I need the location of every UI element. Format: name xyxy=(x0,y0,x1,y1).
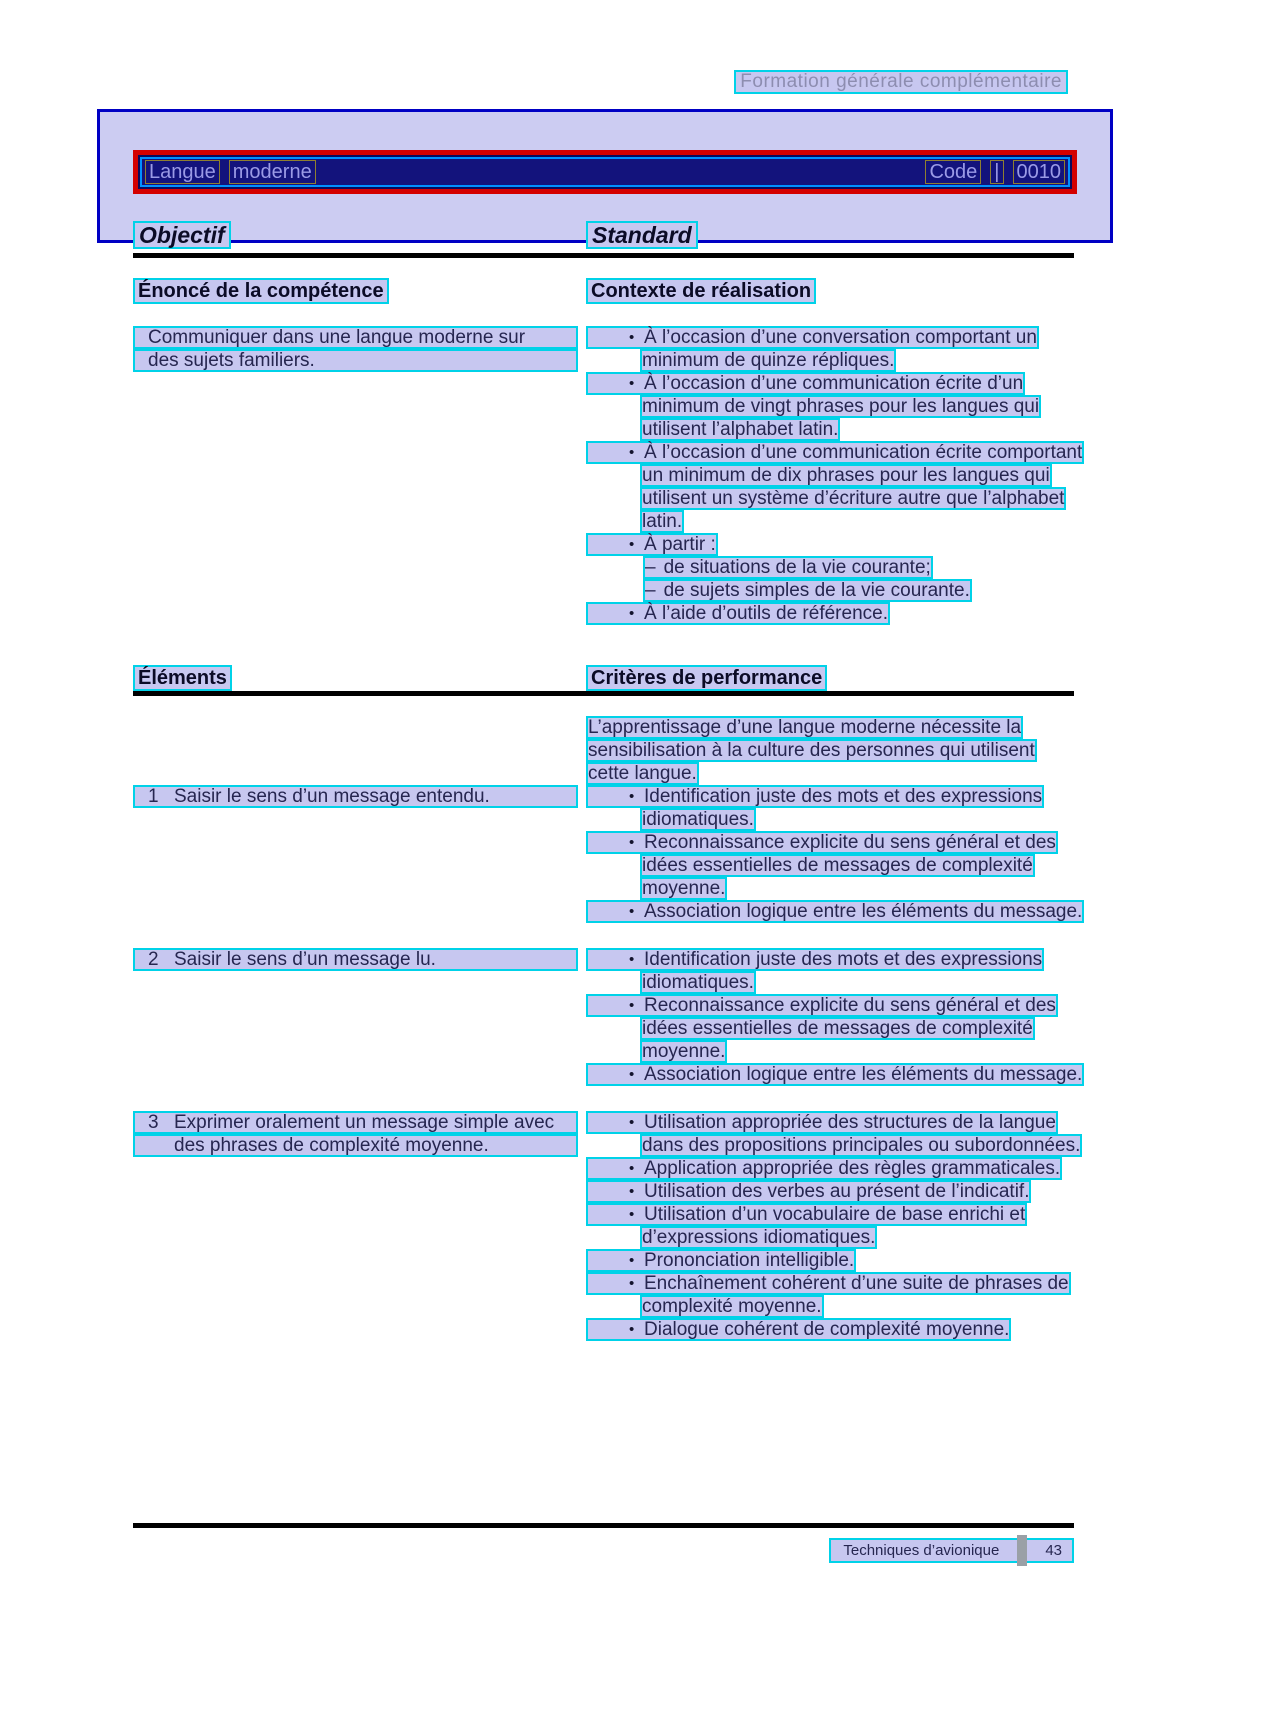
bullet-icon: • xyxy=(629,788,635,805)
line-text: Communiquer dans une langue moderne sur xyxy=(148,327,526,348)
footer-box xyxy=(829,1538,1074,1563)
page-content xyxy=(133,70,1083,1563)
bullet-icon: • xyxy=(629,951,635,968)
element-row-1 xyxy=(133,785,1083,923)
elements-heading: Éléments xyxy=(133,665,232,691)
line-text: idiomatiques. xyxy=(642,972,754,993)
horizontal-rule xyxy=(133,1523,1074,1528)
page-header xyxy=(133,70,1074,96)
text-line xyxy=(640,464,1052,487)
line-text: Application appropriée des règles grammaticales. xyxy=(644,1158,1061,1179)
text-line xyxy=(640,1134,1082,1157)
text-line xyxy=(586,326,1039,349)
objectif-heading: Objectif xyxy=(133,221,231,249)
line-text: idiomatiques. xyxy=(642,809,754,830)
text-line xyxy=(640,1017,1035,1040)
line-text: Utilisation des verbes au présent de l’indicatif. xyxy=(644,1181,1030,1202)
line-text: des sujets familiers. xyxy=(148,350,315,371)
text-line xyxy=(586,533,718,556)
bullet-icon: • xyxy=(629,1066,635,1083)
text-line xyxy=(133,349,578,372)
dash-icon: – xyxy=(645,557,656,578)
text-line xyxy=(640,971,756,994)
line-text: utilisent l’alphabet latin. xyxy=(642,419,839,440)
line-text: idées essentielles de messages de complexité xyxy=(642,1018,1033,1039)
text-line xyxy=(640,1226,877,1249)
contexte-realisation-list xyxy=(586,326,1083,625)
line-text: L’apprentissage d’une langue moderne nécessite la xyxy=(588,717,1022,738)
line-text: moyenne. xyxy=(642,878,726,899)
competence-headings-row xyxy=(133,278,1074,304)
line-text: Identification juste des mots et des expressions xyxy=(644,949,1043,970)
dash-icon: – xyxy=(645,580,656,601)
text-line xyxy=(586,372,1025,395)
text-line xyxy=(586,716,1023,739)
line-text: À l’occasion d’une communication écrite comportant xyxy=(644,442,1083,463)
title-word: Code xyxy=(925,160,981,184)
line-text: complexité moyenne. xyxy=(642,1296,822,1317)
text-line xyxy=(586,1111,1058,1134)
footer-separator-bar xyxy=(1017,1535,1027,1566)
text-line xyxy=(640,1295,824,1318)
text-line xyxy=(586,762,699,785)
text-line xyxy=(640,395,1041,418)
element-criteria xyxy=(586,1111,1081,1341)
line-text: dans des propositions principales ou subordonnées. xyxy=(642,1135,1081,1156)
text-line xyxy=(586,1063,1084,1086)
line-text: de situations de la vie courante; xyxy=(663,557,931,578)
text-line xyxy=(640,1040,727,1063)
bullet-icon: • xyxy=(629,605,635,622)
element-statement xyxy=(133,785,578,923)
text-line xyxy=(133,1134,578,1157)
text-line xyxy=(586,739,1037,762)
line-text: sensibilisation à la culture des personnes qui utilisent xyxy=(588,740,1035,761)
line-text: utilisent un système d’écriture autre que l’alphabet xyxy=(642,488,1065,509)
criteres-performance-heading: Critères de performance xyxy=(586,665,827,691)
line-text: Saisir le sens d’un message lu. xyxy=(174,949,436,970)
text-line xyxy=(640,510,684,533)
line-text: À partir : xyxy=(644,534,716,555)
line-text: idées essentielles de messages de complexité xyxy=(642,855,1033,876)
competence-statement xyxy=(133,326,578,625)
element-criteria xyxy=(586,948,1083,1086)
line-text: de sujets simples de la vie courante. xyxy=(663,580,970,601)
line-text: Utilisation d’un vocabulaire de base enrichi et xyxy=(644,1204,1026,1225)
line-text: Exprimer oralement un message simple avec xyxy=(174,1112,555,1133)
text-line xyxy=(640,877,727,900)
bullet-icon: • xyxy=(629,903,635,920)
line-text: Association logique entre les éléments du message. xyxy=(644,901,1083,922)
title-word: moderne xyxy=(229,160,316,184)
text-line xyxy=(586,900,1084,923)
text-line xyxy=(133,785,578,808)
bullet-icon: • xyxy=(629,1114,635,1131)
text-line xyxy=(586,1249,856,1272)
text-line xyxy=(586,785,1044,808)
text-line xyxy=(640,487,1066,510)
element-statement xyxy=(133,948,578,1086)
text-line xyxy=(586,602,890,625)
bullet-icon: • xyxy=(629,444,635,461)
text-line xyxy=(640,854,1035,877)
text-line xyxy=(586,1203,1027,1226)
line-text: d’expressions idiomatiques. xyxy=(642,1227,876,1248)
element-number: 1 xyxy=(148,786,159,807)
text-line xyxy=(640,808,756,831)
text-line xyxy=(586,1318,1011,1341)
text-line xyxy=(586,1180,1031,1203)
text-line xyxy=(586,1157,1062,1180)
elements-headings-row xyxy=(133,665,1074,691)
text-line xyxy=(133,326,578,349)
competence-body-row xyxy=(133,326,1083,625)
contexte-realisation-heading: Contexte de réalisation xyxy=(586,278,816,304)
text-line xyxy=(643,579,972,602)
bullet-icon: • xyxy=(629,1275,635,1292)
line-text: À l’aide d’outils de référence. xyxy=(644,603,888,624)
line-text: moyenne. xyxy=(642,1041,726,1062)
line-text: Enchaînement cohérent d’une suite de phrases de xyxy=(644,1273,1069,1294)
bullet-icon: • xyxy=(629,536,635,553)
line-text: minimum de quinze répliques. xyxy=(642,350,895,371)
text-line xyxy=(640,418,840,441)
enonce-competence-heading: Énoncé de la compétence xyxy=(133,278,389,304)
line-text: Dialogue cohérent de complexité moyenne. xyxy=(644,1319,1010,1340)
course-title xyxy=(145,160,316,184)
text-line xyxy=(586,1272,1071,1295)
line-text: Reconnaissance explicite du sens général et des xyxy=(644,832,1056,853)
bullet-icon: • xyxy=(629,1206,635,1223)
text-line xyxy=(586,948,1044,971)
bullet-icon: • xyxy=(629,997,635,1014)
performance-intro xyxy=(586,716,1074,785)
title-word: | xyxy=(990,160,1003,184)
line-text: des phrases de complexité moyenne. xyxy=(174,1135,489,1156)
bullet-icon: • xyxy=(629,1321,635,1338)
horizontal-rule xyxy=(133,253,1074,258)
text-line xyxy=(640,349,896,372)
line-text: À l’occasion d’une communication écrite d’un xyxy=(644,373,1024,394)
footer-page-number: 43 xyxy=(1045,1542,1062,1559)
line-text: un minimum de dix phrases pour les langues qui xyxy=(642,465,1050,486)
bullet-icon: • xyxy=(629,375,635,392)
title-strip xyxy=(140,157,1070,187)
line-text: latin. xyxy=(642,511,683,532)
line-text: Association logique entre les éléments du message. xyxy=(644,1064,1083,1085)
performance-intro-row xyxy=(133,716,1074,785)
line-text: À l’occasion d’une conversation comportant un xyxy=(644,327,1037,348)
bullet-icon: • xyxy=(629,1160,635,1177)
footer-program-label: Techniques d’avionique xyxy=(843,1542,1000,1559)
document-page xyxy=(0,70,1275,1563)
standard-heading: Standard xyxy=(586,221,698,249)
line-text: Prononciation intelligible. xyxy=(644,1250,855,1271)
objective-standard-header-row xyxy=(133,221,1074,249)
bullet-icon: • xyxy=(629,1252,635,1269)
text-line xyxy=(586,831,1058,854)
text-line xyxy=(133,1111,578,1134)
text-line xyxy=(133,948,578,971)
line-text: Identification juste des mots et des expressions xyxy=(644,786,1043,807)
line-text: minimum de vingt phrases pour les langues qui xyxy=(642,396,1040,417)
line-text: Saisir le sens d’un message entendu. xyxy=(174,786,490,807)
spacer xyxy=(133,1341,1074,1523)
element-number: 2 xyxy=(148,949,159,970)
bullet-icon: • xyxy=(629,329,635,346)
course-code xyxy=(925,160,1065,184)
page-footer xyxy=(133,1538,1074,1563)
text-line xyxy=(586,994,1058,1017)
bullet-icon: • xyxy=(629,834,635,851)
line-text: cette langue. xyxy=(588,763,697,784)
title-bar xyxy=(133,150,1077,194)
text-line xyxy=(643,556,933,579)
line-text: Reconnaissance explicite du sens général et des xyxy=(644,995,1056,1016)
element-number: 3 xyxy=(148,1112,159,1133)
title-word: Langue xyxy=(145,160,220,184)
element-statement xyxy=(133,1111,578,1341)
title-word: 0010 xyxy=(1013,160,1066,184)
header-section-label: Formation générale complémentaire xyxy=(734,70,1068,94)
element-row-2 xyxy=(133,948,1083,1086)
bullet-icon: • xyxy=(629,1183,635,1200)
element-criteria xyxy=(586,785,1083,923)
element-row-3 xyxy=(133,1111,1081,1341)
line-text: Utilisation appropriée des structures de la langue xyxy=(644,1112,1056,1133)
text-line xyxy=(586,441,1084,464)
horizontal-rule xyxy=(133,691,1074,696)
